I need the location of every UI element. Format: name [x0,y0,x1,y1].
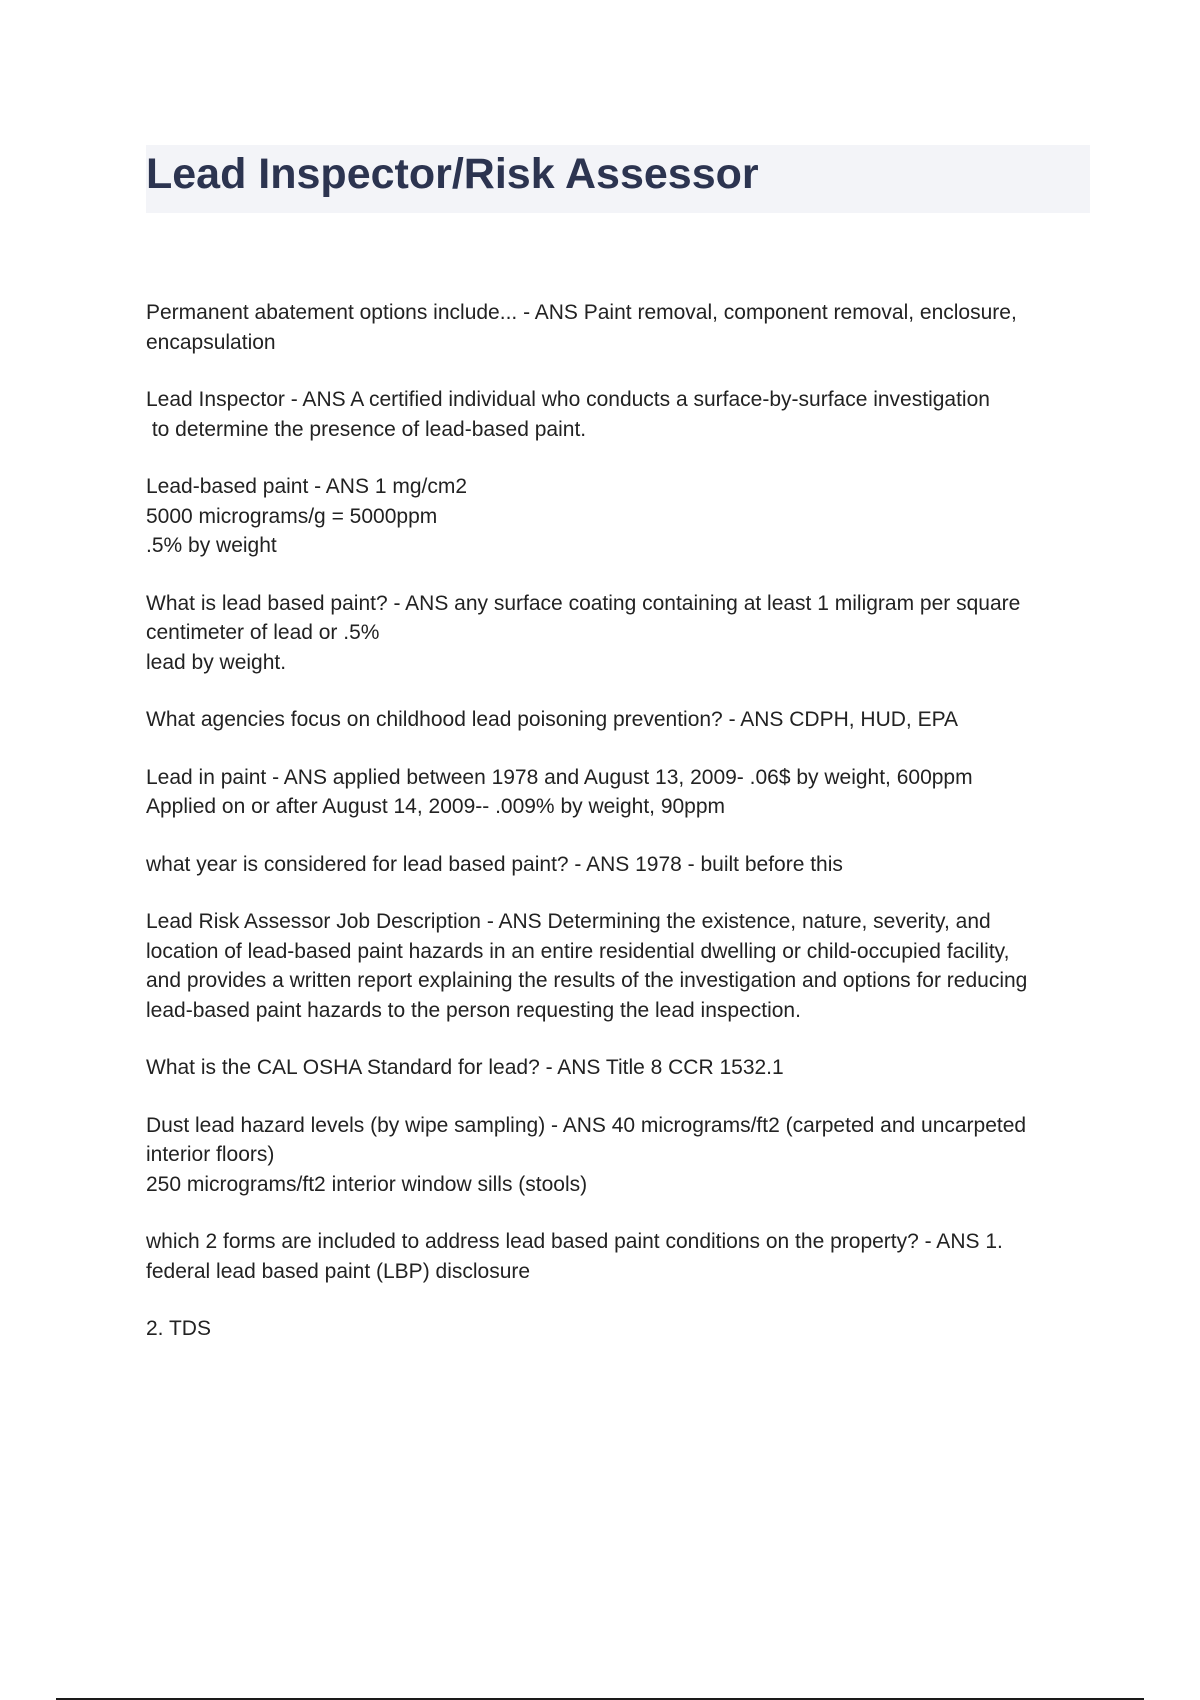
entry-line: 2. TDS [146,1317,211,1340]
entry-line: Lead Risk Assessor Job Description - ANS Determining the existence, nature, severity, and [146,910,991,933]
qa-entry [146,763,1096,822]
entry-line: Lead in paint - ANS applied between 1978 and August 13, 2009- .06$ by weight, 600ppm [146,765,973,789]
entry-line: Lead-based paint - ANS 1 mg/cm2 [146,475,468,498]
entry-line: to determine the presence of lead-based paint. [146,417,587,441]
qa-entry [146,385,1096,444]
entry-line: what year is considered for lead based paint? - ANS 1978 - built before this [146,852,843,876]
entry-line: lead by weight. [146,650,287,674]
entry-line: Dust lead hazard levels (by wipe sampling) - ANS 40 micrograms/ft2 (carpeted and uncarpeted [146,1113,1027,1137]
qa-entry [146,850,1096,880]
qa-entry [146,1227,1096,1286]
qa-entry [146,1111,1096,1200]
entry-line: .5% by weight [146,534,277,557]
entry-line: Applied on or after August 14, 2009-- .009% by weight, 90ppm [146,795,726,818]
qa-entry [146,705,1096,735]
entry-line: interior floors) [146,1143,275,1166]
entry-line: encapsulation [146,330,276,354]
qa-entry [146,1314,1096,1344]
qa-entry [146,298,1096,357]
entry-line: which 2 forms are included to address lead based paint conditions on the property? - ANS 1. [146,1230,1003,1253]
qa-entry [146,1053,1096,1083]
qa-entry [146,472,1096,561]
entry-line: location of lead-based paint hazards in an entire residential dwelling or child-occupied facility, [146,939,1010,963]
page-title: Lead Inspector/Risk Assessor [146,150,759,198]
entry-line: What is lead based paint? - ANS any surface coating containing at least 1 miligram per square [146,591,1021,615]
qa-entry [146,589,1096,678]
entry-line: and provides a written report explaining the results of the investigation and options for reducing [146,969,1028,992]
entry-line: centimeter of lead or .5% [146,621,380,644]
title-band [146,145,1090,213]
entry-line: What is the CAL OSHA Standard for lead? - ANS Title 8 CCR 1532.1 [146,1056,784,1079]
entry-line: What agencies focus on childhood lead poisoning prevention? - ANS CDPH, HUD, EPA [146,708,959,731]
qa-list [146,298,1096,1372]
entry-line: 5000 micrograms/g = 5000ppm [146,504,438,528]
entry-line: Lead Inspector - ANS A certified individual who conducts a surface-by-surface investigation [146,388,990,411]
entry-line: lead-based paint hazards to the person requesting the lead inspection. [146,998,801,1022]
qa-entry [146,907,1096,1025]
entry-line: Permanent abatement options include... - ANS Paint removal, component removal, enclosure, [146,301,1017,324]
entry-line: 250 micrograms/ft2 interior window sills (stools) [146,1172,588,1196]
entry-line: federal lead based paint (LBP) disclosure [146,1259,531,1283]
